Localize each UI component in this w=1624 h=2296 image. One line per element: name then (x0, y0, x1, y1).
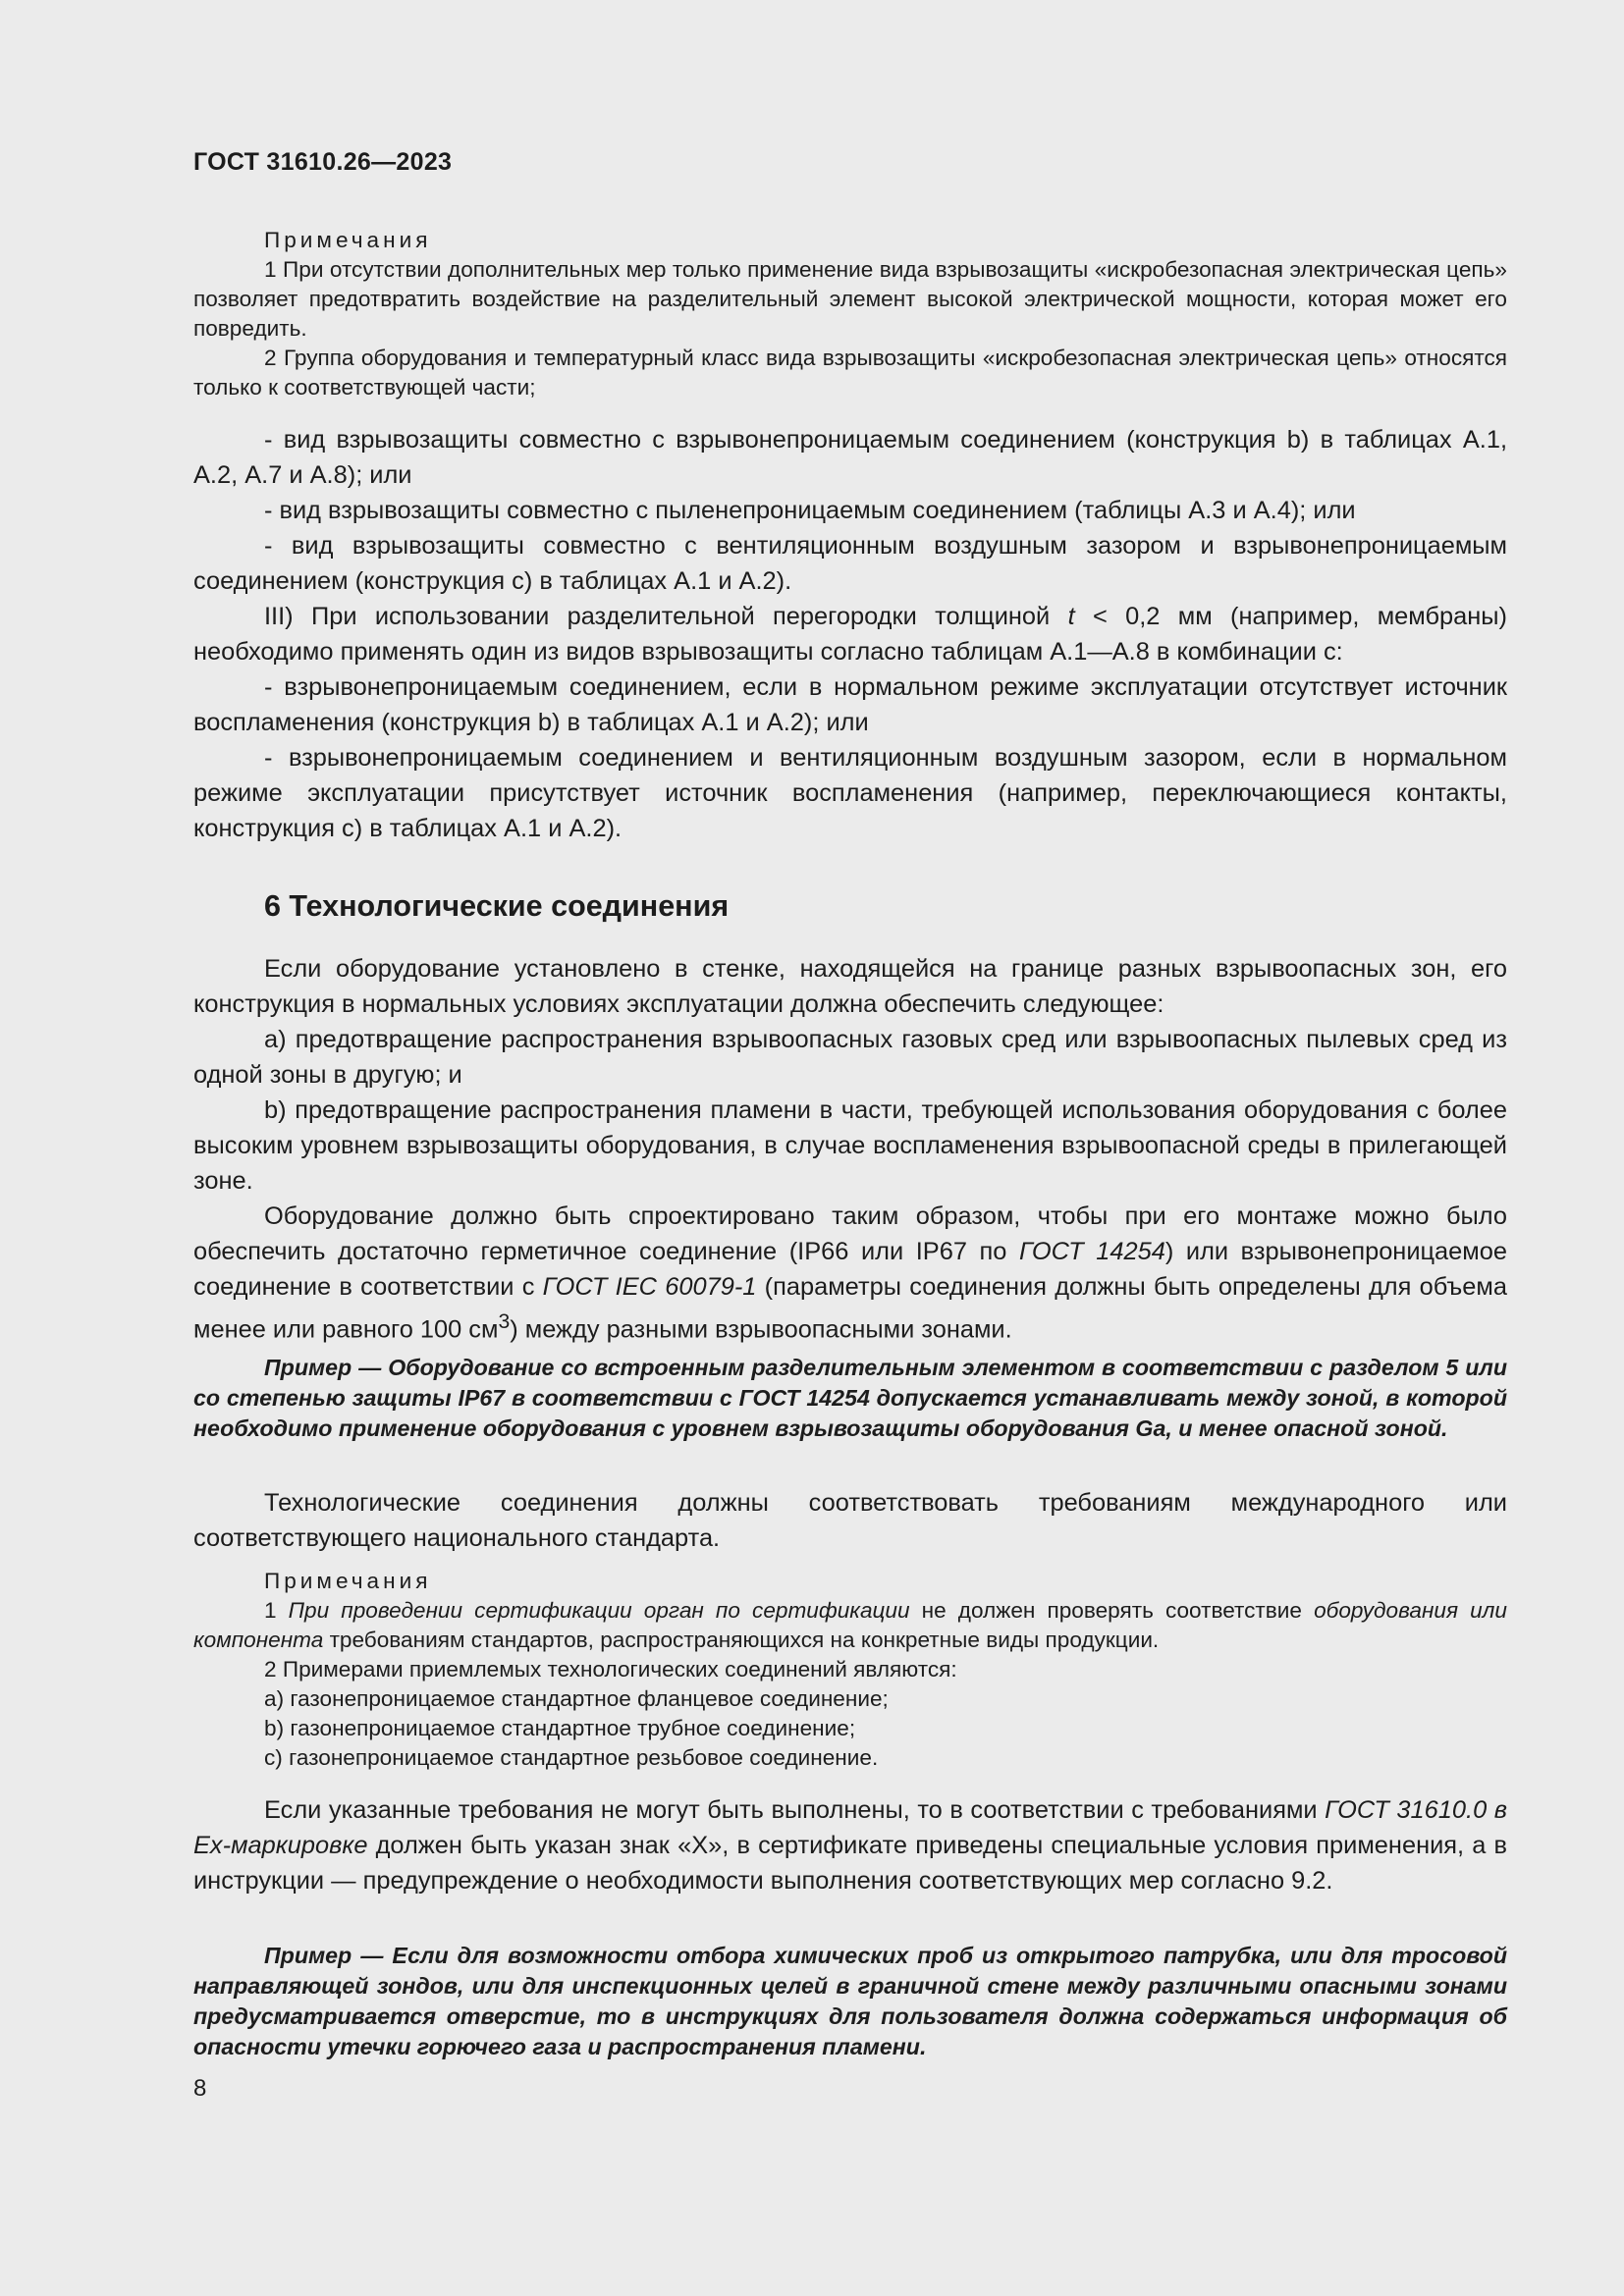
list-item: - взрывонепроницаемым соединением, если в нормальном режиме эксплуатации отсутствует источник воспламенения (конструкция b) в таблицах А.1 и А.2); или (193, 673, 1507, 736)
note-list-item: a) газонепроницаемое стандартное фланцевое соединение; (264, 1686, 889, 1711)
list-item: - взрывонепроницаемым соединением и вентиляционным воздушным зазором, если в нормальном режиме эксплуатации присутствует источник воспламенения (например, переключающиеся контакты, конструкция с) в таблицах А.1 и А.2). (193, 744, 1507, 842)
protection-types-block (193, 422, 1507, 846)
standard-reference: ГОСТ 31610.0 в Ex-маркировке (193, 1796, 1507, 1859)
note-list-item: b) газонепроницаемое стандартное трубное соединение; (264, 1716, 856, 1740)
paragraph-block (193, 1485, 1507, 1556)
partition-paragraph: III) При использовании разделительной перегородки толщиной t < 0,2 мм (например, мембраны) необходимо применять один из видов взрывозащиты согласно таблицам А.1—А.8 в комбинации с: (193, 603, 1507, 666)
note-item: 2 Примерами приемлемых технологических соединений являются: (264, 1657, 957, 1682)
notes-title: Примечания (264, 228, 432, 252)
standard-header: ГОСТ 31610.26—2023 (193, 148, 453, 176)
marking-paragraph-block (193, 1792, 1507, 1898)
note-item: 1 При проведении сертификации орган по сертификации не должен проверять соответствие оборудования или компонента требованиям стандартов, распространяющихся на конкретные виды продукции. (193, 1598, 1507, 1652)
note-item: 2 Группа оборудования и температурный класс вида взрывозащиты «искробезопасная электрическая цепь» относятся только к соответствующей части; (193, 346, 1507, 400)
notes-block-2 (193, 1567, 1507, 1773)
notes-block-1 (193, 226, 1507, 402)
paragraph: Если указанные требования не могут быть выполнены, то в соответствии с требованиями ГОСТ 31610.0 в Ex-маркировке должен быть указан знак «Х», в сертификате приведены специальные условия применения, а в инструкции — предупреждение о необходимости выполнения соответствующих мер согласно 9.2. (193, 1796, 1507, 1895)
section-heading: 6 Технологические соединения (264, 889, 730, 923)
standard-reference: ГОСТ IEC 60079-1 (542, 1273, 757, 1301)
section-6-body (193, 951, 1507, 1347)
example-block-1 (193, 1353, 1507, 1444)
note-item: 1 При отсутствии дополнительных мер только применение вида взрывозащиты «искробезопасная электрическая цепь» позволяет предотвратить воздействие на разделительный элемент высокой электрической мощности, которая может его повредить. (193, 257, 1507, 341)
example-block-2 (193, 1941, 1507, 2062)
note-list-item: c) газонепроницаемое стандартное резьбовое соединение. (264, 1745, 879, 1770)
paragraph: Технологические соединения должны соответствовать требованиям международного или соответствующего национального стандарта. (193, 1489, 1507, 1552)
list-item: a) предотвращение распространения взрывоопасных газовых сред или взрывоопасных пылевых сред из одной зоны в другую; и (193, 1026, 1507, 1089)
standard-reference: ГОСТ 14254 (1018, 1238, 1165, 1265)
example-text: Пример — Оборудование со встроенным разделительным элементом в соответствии с разделом 5 или со степенью защиты IP67 в соответствии с ГОСТ 14254 допускается устанавливать между зоной, в которой необходимо применение оборудования с уровнем взрывозащиты оборудования Ga, и менее опасной зоной. (193, 1355, 1507, 1441)
list-item: b) предотвращение распространения пламени в части, требующей использования оборудования с более высоким уровнем взрывозащиты оборудования, в случае воспламенения взрывоопасной среды в прилегающей зоне. (193, 1096, 1507, 1195)
thickness-variable: t (1067, 603, 1075, 630)
notes-title: Примечания (264, 1569, 432, 1593)
list-item: - вид взрывозащиты совместно с взрывонепроницаемым соединением (конструкция b) в таблицах А.1, А.2, А.7 и А.8); или (193, 426, 1507, 489)
paragraph: Если оборудование установлено в стенке, находящейся на границе разных взрывоопасных зон, его конструкция в нормальных условиях эксплуатации должна обеспечить следующее: (193, 955, 1507, 1018)
list-item: - вид взрывозащиты совместно с пыленепроницаемым соединением (таблицы А.3 и А.4); или (264, 497, 1356, 524)
paragraph: Оборудование должно быть спроектировано таким образом, чтобы при его монтаже можно было обеспечить достаточно герметичное соединение (IP66 или IP67 по ГОСТ 14254) или взрывонепроницаемое соединение в соответствии с ГОСТ IEC 60079-1 (параметры соединения должны быть определены для объема менее или равного 100 $см^3$) между разными взрывоопасными зонами. (193, 1202, 1507, 1344)
example-text: Пример — Если для возможности отбора химических проб из открытого патрубка, или для тросовой направляющей зондов, или для инспекционных целей в граничной стене между различными опасными зонами предусматривается отверстие, то в инструкциях для пользователя должна содержаться информация об опасности утечки горючего газа и распространения пламени. (193, 1943, 1507, 2059)
page-number: 8 (193, 2075, 207, 2102)
list-item: - вид взрывозащиты совместно с вентиляционным воздушным зазором и взрывонепроницаемым соединением (конструкция с) в таблицах А.1 и А.2). (193, 532, 1507, 595)
